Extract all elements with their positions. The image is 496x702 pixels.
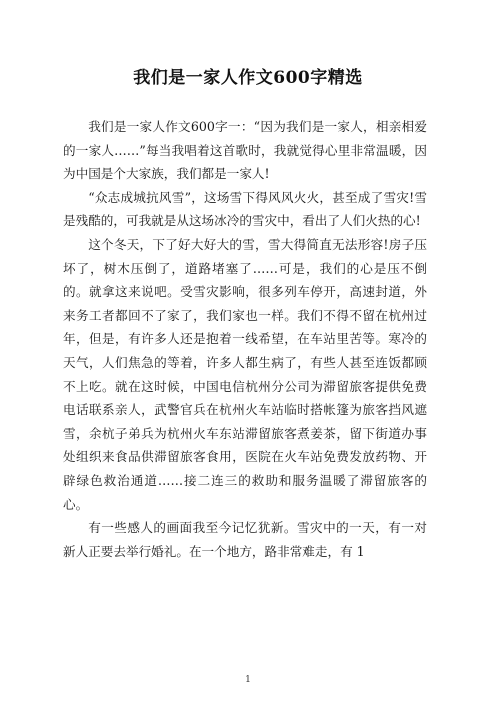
- paragraph: 这个冬天，下了好大好大的雪，雪大得简直无法形容!房子压坏了，树木压倒了，道路堵塞了……可是，我们的心是压不倒的。就拿这来说吧。受雪灾影响，很多列车停开，高速封道，外来务工者都回不了家了，我们家也一样。我们不得不留在杭州过年，但是，有许多人还是抱着一线希望，在车站里苦等。寒冷的天气，人们焦急的等着，许多人都生病了，有些人甚至连饭都顾不上吃。就在这时候，中国电信杭州分公司为滞留旅客提供免费电话联系亲人，武警官兵在杭州火车站临时搭帐篷为旅客挡风遮雪，余杭子弟兵为杭州火车东站滞留旅客煮姜茶，留下街道办事处组织来食品供滞留旅客食用，医院在火车站免费发放药物、开辟绿色救治通道……接二连三的救助和服务温暖了滞留旅客的心。: [63, 236, 427, 512]
- paragraph: 有一些感人的画面我至今记忆犹新。雪灾中的一天，有一对新人正要去举行婚礼。在一个地方，路非常难走，有 1: [63, 520, 427, 559]
- paragraph: “众志成城抗风雪”，这场雪下得风风火火，甚至成了雪灾!雪是残酷的，可我就是从这场冰冷的雪灾中，看出了人们火热的心!: [63, 189, 427, 229]
- document-body: [63, 115, 427, 563]
- page-number: 1: [245, 675, 251, 685]
- paragraph: 我们是一家人作文600字一：“因为我们是一家人，相亲相爱的一家人……”每当我唱着这首歌时，我就觉得心里非常温暖，因为中国是个大家族，我们都是一家人!: [63, 119, 427, 182]
- document-title: 我们是一家人作文600字精选: [133, 68, 363, 88]
